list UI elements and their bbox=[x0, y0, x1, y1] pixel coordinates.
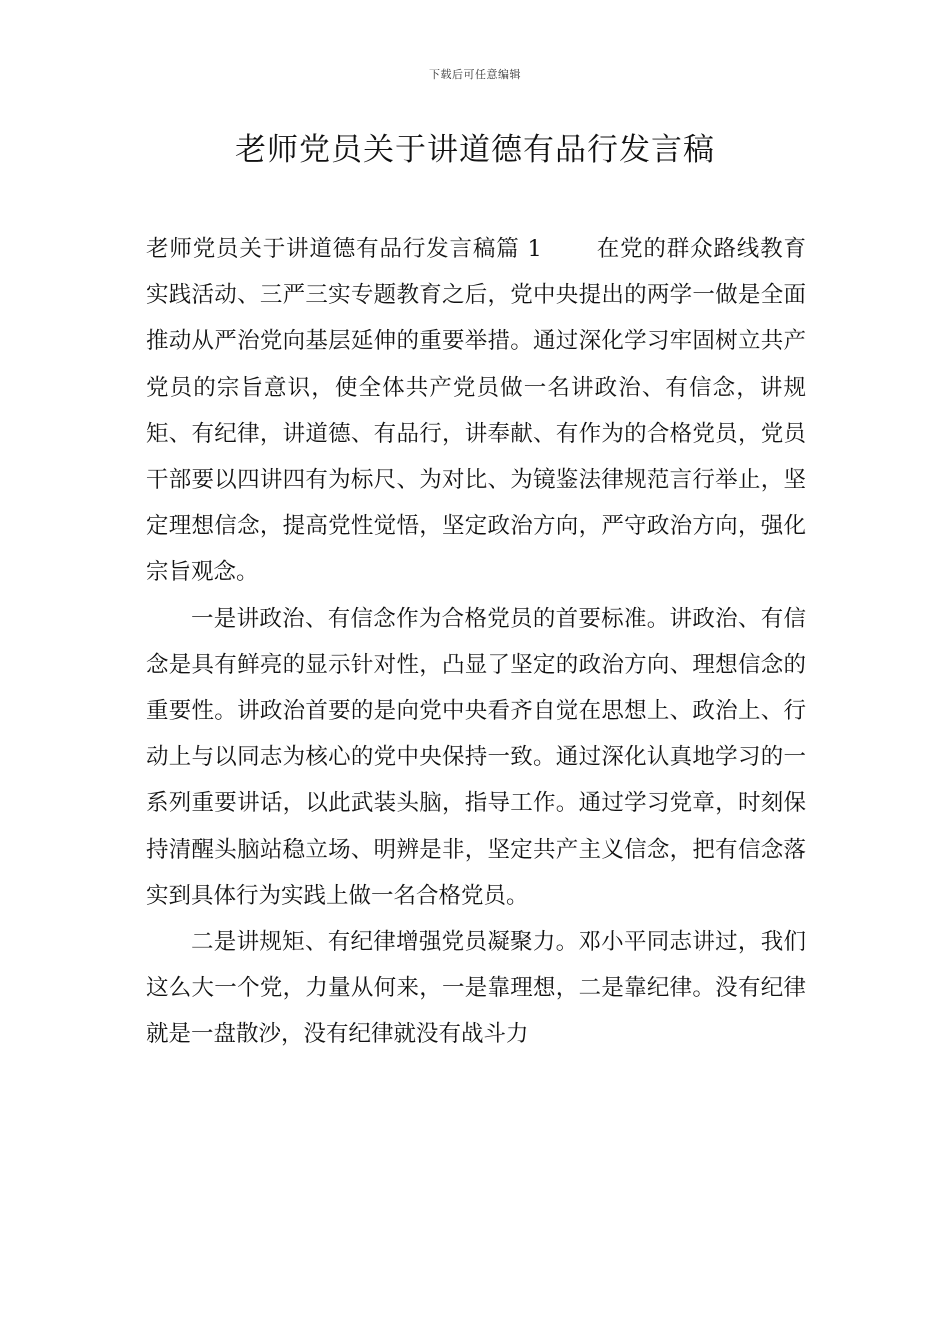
body-paragraph-2: 二是讲规矩、有纪律增强党员凝聚力。邓小平同志讲过，我们这么大一个党，力量从何来，一是靠理想，二是靠纪律。没有纪律就是一盘散沙，没有纪律就没有战斗力 bbox=[146, 929, 806, 1048]
header-note: 下载后可任意编辑 bbox=[429, 68, 521, 81]
document-body bbox=[146, 226, 806, 1058]
intro-text: 在党的群众路线教育实践活动、三严三实专题教育之后，党中央提出的两学一做是全面推动从严治党向基层延伸的重要举措。通过深化学习牢固树立共产党员的宗旨意识，使全体共产党员做一名讲政治、有信念，讲规矩、有纪律，讲道德、有品行，讲奉献、有作为的合格党员，党员干部要以四讲四有为标尺、为对比、为镜鉴法律规范言行举止，坚定理想信念，提高党性觉悟，坚定政治方向，严守政治方向，强化宗旨观念。 bbox=[146, 236, 806, 586]
section-heading: 老师党员关于讲道德有品行发言稿篇 1 bbox=[146, 236, 542, 262]
document-title: 老师党员关于讲道德有品行发言稿 bbox=[235, 132, 715, 168]
body-paragraph-1: 一是讲政治、有信念作为合格党员的首要标准。讲政治、有信念是具有鲜亮的显示针对性，凸显了坚定的政治方向、理想信念的重要性。讲政治首要的是向党中央看齐自觉在思想上、政治上、行动上与以同志为核心的党中央保持一致。通过深化认真地学习的一系列重要讲话，以此武装头脑，指导工作。通过学习党章，时刻保持清醒头脑站稳立场、明辨是非，坚定共产主义信念，把有信念落实到具体行为实践上做一名合格党员。 bbox=[146, 605, 806, 909]
intro-paragraph bbox=[146, 226, 806, 596]
